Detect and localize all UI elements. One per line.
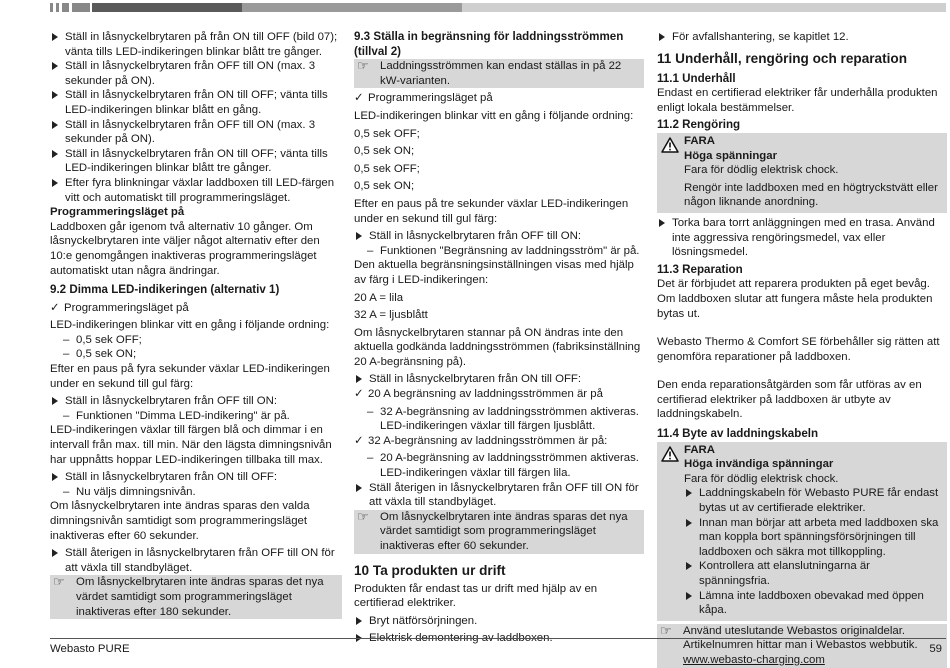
paragraph: Endast en certifierad elektriker får underhålla produkten enligt lokala bestämmelser. [657, 87, 938, 114]
warning-icon [661, 137, 679, 158]
danger-step: Lämna inte laddboxen obevakad med öppen kåpa. [684, 589, 943, 618]
danger-step: Laddningskabeln för Webasto PURE får endast bytas ut av certifierade elektriker. [684, 486, 943, 515]
step-item: Torka bara torrt anläggningen med en trasa. Använd inte aggressiva rengöringsmedel, vax eller lösningsmedel. [657, 216, 947, 260]
paragraph: Det är förbjudet att reparera produkten på eget bevåg. Om laddboxen slutar att fungera måste hela produkten bytas ut. [657, 278, 933, 320]
precondition: ✓ Programmeringsläget på [50, 301, 342, 316]
result-item: – 32 A-begränsning av laddningsströmmen aktiveras. LED-indikeringen växlar till färgen ljusblått. [354, 405, 644, 434]
precondition: ✓ Programmeringsläget på [354, 91, 644, 106]
note-text: Använd uteslutande Webastos originaldelar. [683, 624, 906, 637]
step-item: För avfallshantering, se kapitlet 12. [657, 30, 947, 45]
note-text: Om låsnyckelbrytaren inte ändras sparas det nya värdet samtidigt som programmeringsläget inaktiveras efter 180 sekunder. [76, 576, 324, 618]
sequence-item: 0,5 sek ON; [354, 145, 415, 158]
pointing-hand-icon: ☞ [53, 574, 65, 590]
column-left [50, 30, 342, 619]
note-text: Artikelnumren hittar man i Webastos webbutik. [683, 639, 918, 652]
result-item: – 20 A-begränsning av laddningsströmmen aktiveras. LED-indikeringen växlar till färgen lila. [354, 451, 644, 480]
result-item: – Funktionen "Begränsning av laddningsström" är på. [354, 244, 644, 259]
paragraph: LED-indikeringen växlar till färgen blå och dimmar i en intervall från max. till min. När den lägsta dimningsnivån har uppnåtts hoppar LED-indikeringen tillbaka till max. [50, 424, 332, 466]
chapter-heading: 11 Underhåll, rengöring och reparation [657, 50, 908, 66]
step-item: Ställ in låsnyckelbrytaren från OFF till ON (max. 3 sekunder på ON). [50, 59, 342, 88]
header-bar [50, 3, 946, 12]
paragraph: LED-indikeringen blinkar vitt en gång i följande ordning: [354, 109, 634, 122]
step-item: Ställ in låsnyckelbrytaren från OFF till ON: [50, 394, 342, 409]
paragraph: Webasto Thermo & Comfort SE förbehåller sig rätten att genomföra reparationer på laddboxen. [657, 336, 940, 363]
section-heading: 11.4 Byte av laddningskabeln [657, 427, 819, 441]
paragraph: Den enda reparationsåtgärden som får utföras av en certifierad elektriker på laddboxen är utbyte av laddningskabeln. [657, 379, 922, 421]
section-heading: 9.3 Ställa in begränsning för laddningsströmmen (tillval 2) [354, 30, 624, 58]
step-item: Ställ in låsnyckelbrytaren från OFF till ON: [354, 229, 644, 244]
step-item: Ställ in låsnyckelbrytaren från ON till OFF: [354, 372, 644, 387]
danger-subtitle: Höga invändiga spänningar [684, 458, 834, 471]
value-item: 20 A = lila [354, 291, 404, 304]
section-heading: 11.3 Reparation [657, 262, 743, 276]
danger-step: Innan man börjar att arbeta med laddboxen ska man koppla bort spänningsförsörjningen till laddboxen och säkra mot tillkoppling. [684, 516, 943, 560]
result-item: – Funktionen "Dimma LED-indikering" är på. [50, 409, 342, 424]
note-box [354, 59, 644, 88]
danger-step: Kontrollera att elanslutningarna är spänningsfria. [684, 559, 943, 588]
paragraph: Om låsnyckelbrytaren stannar på ON ändras inte den aktuella godkända laddningsströmmen (fabriksinställning 20 A-begränsning på). [354, 326, 641, 368]
sequence-item: 0,5 sek OFF; [354, 162, 420, 175]
sequence-item: 0,5 sek OFF; [354, 127, 420, 140]
webshop-link[interactable]: www.webasto-charging.com [683, 653, 825, 666]
danger-title: FARA [684, 443, 716, 456]
step-item: Ställ in låsnyckelbrytaren från ON till OFF; vänta tills LED-indikeringen blinkar blått tre gånger. [50, 147, 342, 176]
pointing-hand-icon: ☞ [357, 508, 369, 524]
step-item: Ställ återigen in låsnyckelbrytaren från OFF till ON för att växla till standbyläget. [354, 481, 644, 510]
step-item: Ställ in låsnyckelbrytaren från ON till OFF: [50, 470, 342, 485]
value-item: 32 A = ljusblått [354, 309, 428, 322]
prog-heading: Programmeringsläget på [50, 206, 185, 219]
column-middle [354, 30, 644, 646]
section-heading: 11.1 Underhåll [657, 71, 736, 85]
paragraph: Den aktuella begränsningsinställningen visas med hjälp av färg i LED-indikeringen: [354, 259, 634, 286]
danger-title: FARA [684, 134, 716, 147]
note-box [50, 575, 342, 619]
section-heading: 9.2 Dimma LED-indikeringen (alternativ 1) [50, 283, 280, 297]
danger-subtitle: Höga spänningar [684, 149, 778, 162]
result-item: – 0,5 sek ON; [50, 347, 342, 362]
section-heading: 11.2 Rengöring [657, 118, 741, 132]
step-item: Ställ in låsnyckelbrytaren från ON till OFF; vänta tills LED-indikeringen blinkar blått en gång. [50, 88, 342, 117]
footer-brand: Webasto PURE [50, 643, 130, 655]
paragraph: Produkten får endast tas ur drift med hjälp av en certifierad elektriker. [354, 582, 598, 610]
paragraph: Efter en paus på tre sekunder växlar LED-indikeringen under en sekund till gul färg: [354, 197, 629, 225]
danger-text: Rengör inte laddboxen med en högtryckstvätt eller någon liknande anordning. [684, 181, 938, 209]
result-item: – 0,5 sek OFF; [50, 333, 342, 348]
danger-box [657, 133, 947, 213]
danger-text: Fara för dödlig elektrisk chock. [684, 472, 839, 485]
paragraph: Efter en paus på fyra sekunder växlar LED-indikeringen under en sekund till gul färg: [50, 363, 330, 390]
precondition: ✓ 20 A begränsning av laddningsströmmen är på [354, 387, 644, 402]
warning-icon [661, 446, 679, 467]
column-right [657, 30, 947, 668]
step-item: Efter fyra blinkningar växlar laddboxen till LED-färgen vitt och automatiskt till programmeringsläget. [50, 176, 342, 205]
danger-box [657, 442, 947, 621]
step-item: Ställ in låsnyckelbrytaren från OFF till ON (max. 3 sekunder på ON). [50, 118, 342, 147]
step-item: Ställ in låsnyckelbrytaren på från ON till OFF (bild 07); vänta tills LED-indikeringen blinkar blått tre gånger. [50, 30, 342, 59]
paragraph: LED-indikeringen blinkar vitt en gång i följande ordning: [50, 319, 330, 332]
chapter-heading: 10 Ta produkten ur drift [354, 562, 506, 578]
paragraph: Laddboxen går igenom två alternativ 10 gånger. Om låsnyckelbrytaren inte väljer något alternativ efter den 10:e genomgången inaktiveras programmeringsläget automatiskt utan några ändringar. [50, 220, 320, 277]
result-item: – Nu väljs dimningsnivån. [50, 485, 342, 500]
danger-text: Fara för dödlig elektrisk chock. [684, 164, 839, 177]
step-item: Elektrisk demontering av laddboxen. [354, 631, 644, 646]
sequence-item: 0,5 sek ON; [354, 180, 415, 193]
pointing-hand-icon: ☞ [357, 58, 369, 74]
note-text: Om låsnyckelbrytaren inte ändras sparas det nya värdet samtidigt som programmeringsläget inaktiveras efter 60 sekunder. [380, 510, 628, 552]
paragraph: Om låsnyckelbrytaren inte ändras sparas den valda dimningsnivån samtidigt som programmeringsläget inaktiveras efter 60 sekunder. [50, 500, 310, 542]
step-item: Bryt nätförsörjningen. [354, 614, 644, 629]
page-number: 59 [929, 643, 942, 655]
note-box [657, 624, 947, 668]
note-box [354, 510, 644, 554]
precondition: ✓ 32 A-begränsning av laddningsströmmen är på: [354, 434, 644, 449]
note-text: Laddningsströmmen kan endast ställas in på 22 kW-varianten. [380, 60, 622, 87]
step-item: Ställ återigen in låsnyckelbrytaren från OFF till ON för att växla till standbyläget. [50, 546, 342, 575]
pointing-hand-icon: ☞ [660, 622, 672, 638]
